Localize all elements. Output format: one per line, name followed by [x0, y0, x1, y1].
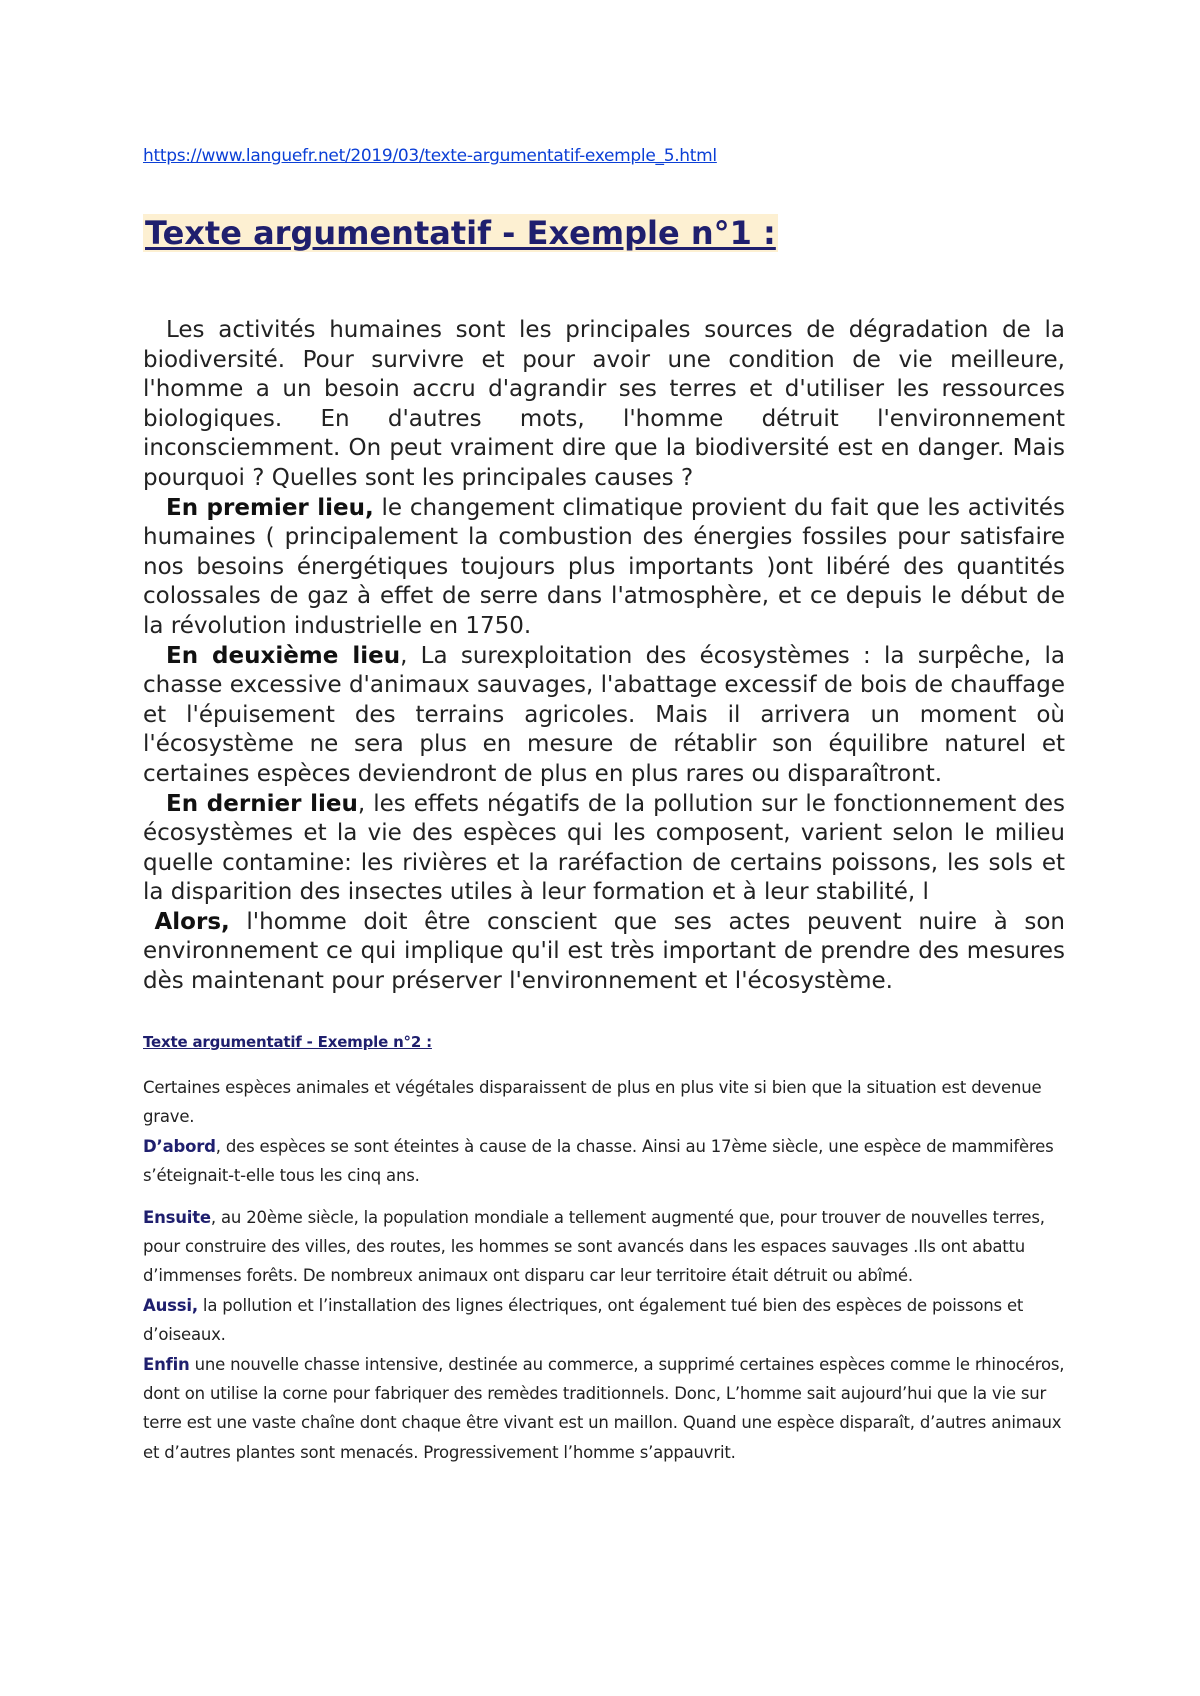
example1-lead-3: En dernier lieu: [166, 790, 358, 817]
example1-paragraph-1: En premier lieu, le changement climatique provient du fait que les activités humaines ( principalement la combustion des énergies fossiles pour satisfaire nos besoins énergétiques toujours plus importants )ont libéré des quantités colossales de gaz à effet de serre dans l'atmosphère, et ce depuis le début de la révolution industrielle en 1750.: [143, 494, 1066, 639]
example1-intro: Les activités humaines sont les principales sources de dégradation de la biodiversité. Pour survivre et pour avoir une condition de vie meilleure, l'homme a un besoin accru d'agrandir ses terres et d'utiliser les ressources biologiques. En d'autres mots, l'homme détruit l'environnement inconsciemment. On peut vraiment dire que la biodiversité est en danger. Mais pourquoi ? Quelles sont les principales causes ?: [143, 317, 1065, 491]
example2-lead-3: Aussi,: [143, 1295, 198, 1315]
example2-paragraph-4: Enfin une nouvelle chasse intensive, destinée au commerce, a supprimé certaines espèces comme le rhinocéros, dont on utilise la corne pour fabriquer des remèdes traditionnels. Donc, L’homme sait aujourd’hui que la vie sur terre est une vaste chaîne dont chaque être vivant est un maillon. Quand une espèce disparaît, d’autres animaux et d’autres plantes sont menacés. Progressivement l’homme s’appauvrit.: [143, 1354, 1065, 1462]
example2-body: [143, 1073, 1065, 1467]
example1-paragraph-4: Alors, l'homme doit être conscient que ses actes peuvent nuire à son environnement ce qui implique qu'il est très important de prendre des mesures dès maintenant pour préserver l'environnement et l'écosystème.: [143, 908, 1065, 995]
example2-paragraph-2: Ensuite, au 20ème siècle, la population mondiale a tellement augmenté que, pour trouver de nouvelles terres, pour construire des villes, des routes, les hommes se sont avancés dans les espaces sauvages .Ils ont abattu d’immenses forêts. De nombreux animaux ont disparu car leur territoire était détruit ou abîmé.: [143, 1207, 1045, 1286]
example1-title: Texte argumentatif - Exemple n°1 :: [145, 214, 776, 252]
source-link[interactable]: https://www.languefr.net/2019/03/texte-argumentatif-exemple_5.html: [143, 146, 717, 166]
example2-title: Texte argumentatif - Exemple n°2 :: [143, 1033, 432, 1051]
example2-lead-1: D’abord: [143, 1136, 216, 1156]
example1-lead-2: En deuxième lieu: [166, 642, 401, 669]
example2-lead-4: Enfin: [143, 1354, 190, 1374]
example2-paragraph-3: Aussi, la pollution et l’installation des lignes électriques, ont également tué bien des espèces de poissons et d’oiseaux.: [143, 1295, 1024, 1345]
example1-lead-4: Alors,: [154, 908, 230, 935]
example2-paragraph-1: D’abord, des espèces se sont éteintes à cause de la chasse. Ainsi au 17ème siècle, une espèce de mammifères s’éteignait-t-elle tous les cinq ans.: [143, 1136, 1054, 1186]
example1-paragraph-3: En dernier lieu, les effets négatifs de la pollution sur le fonctionnement des écosystèmes et la vie des espèces qui les composent, varient selon le milieu quelle contamine: les rivières et la raréfaction de certains poissons, les sols et la disparition des insectes utiles à leur formation et à leur stabilité, l: [143, 790, 1065, 906]
example1-paragraph-2: En deuxième lieu, La surexploitation des écosystèmes : la surpêche, la chasse excessive d'animaux sauvages, l'abattage excessif de bois de chauffage et l'épuisement des terrains agricoles. Mais il arrivera un moment où l'écosystème ne sera plus en mesure de rétablir son équilibre naturel et certaines espèces deviendront de plus en plus rares ou disparaîtront.: [143, 642, 1065, 787]
example2-intro: Certaines espèces animales et végétales disparaissent de plus en plus vite si bien que la situation est devenue grave.: [143, 1078, 1042, 1127]
example1-lead-1: En premier lieu,: [166, 494, 374, 521]
example2-lead-2: Ensuite: [143, 1207, 211, 1227]
example1-body: [143, 316, 1065, 997]
